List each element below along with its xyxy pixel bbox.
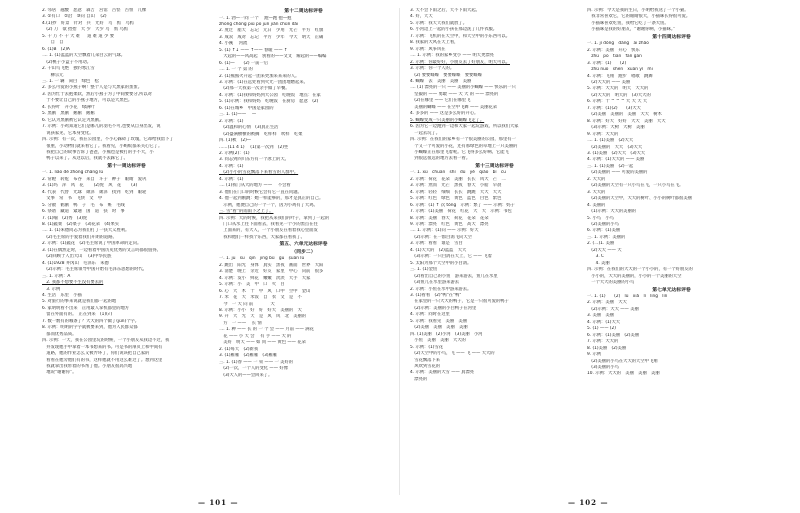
answer-line: 二. 1. (1)朱德同志为我们打了一扶大义胜利。 (42, 228, 130, 234)
answer-line: 5. 分散 鹤鹅 鸭 子 毛 布 赃 毛线 (42, 202, 125, 208)
answer-line: 6. 示例：(1)美丽 (2)美丽 (587, 332, 640, 338)
answer-line: 6. 祭谱 藏道 紧通 国 道 扶 时 事 (42, 209, 125, 215)
answer-line: 3. 美丽 美丽 (587, 313, 614, 319)
left-page-column-1 (42, 8, 211, 482)
answer-line: 6. (1)B (2)A (42, 46, 70, 52)
answer-line: 小猫咪喜欢吃鱼，我给它吃了一条大鱼。 (587, 20, 669, 26)
answer-line: 4. 示例：轻轻 细细 长长 跳跳 大大 大大 (410, 189, 502, 195)
answer-line: 2. 大大的 (587, 176, 606, 182)
answer-line: 9. 示例：风筝风在 (410, 46, 446, 52)
section-title: 第十二周达标评卷 (284, 9, 323, 14)
answer-line: 二. 1. 示例：我的家乡变小 —— 明天更漂亮 (410, 53, 494, 59)
answer-line: 7. 数一数有的哪条了？大大的四个做了(jùn)个字。 (42, 318, 140, 324)
answer-line: zhǔ nuō shēn xuān yǐ mī (587, 67, 653, 73)
answer-line: 8. 示例：明明的字字就被要来到，他为人民群众都 (42, 325, 138, 331)
answer-line: (2)那一天我第一次亲手做了早餐。 (219, 86, 290, 92)
answer-line: 3. 示例：(1)在远处看到火光一团团地燃起来。 (219, 80, 308, 86)
answer-line: 示例，他便自己的一个一个，因为小鸡有了大鸡。 (219, 202, 318, 208)
answer-line: (2)温和的心情 (3)真正生活 (219, 125, 279, 131)
answer-line: (2)美丽的 大大 (3)大大 (587, 144, 643, 150)
answer-line: 我把自己的故事告诉了爸爸，小熊也是被打的手不大，小 (42, 149, 154, 155)
answer-line: (2)回顾于人出大山 (3)中华民族 (42, 254, 112, 260)
answer-line: 三. 1. (1)—— — (219, 112, 257, 118)
answer-line: 5. 小鸟 小鸟 (587, 215, 614, 221)
answer-line: 4. 代表 代替 光球 顽泽 顽泽 找到 吃到 眼轮 (42, 189, 147, 195)
answer-line: 都而优秀品质。 (42, 331, 77, 337)
answer-line: 2. 我都不想要不生没有要去的 (42, 280, 104, 286)
answer-line: 四. (1)美丽 (2)小河 (3)美丽 小河 (410, 331, 483, 337)
answer-line: 3. 示例 (42, 286, 61, 292)
answer-line: (2)毛主席的手爱着我们开朗的道路。 (42, 234, 117, 240)
answer-line: 4. 长得叶 开小花 绿满叶 (42, 104, 95, 110)
answer-line: 地说“谢谢你”。 (42, 370, 77, 376)
answer-line: 在家里的一只大大的鸭子，它是一只很可爱的鸭子 (410, 299, 509, 305)
answer-line: 4. 小溪 河流 (219, 41, 248, 47)
answer-line: 5. 示例：大大的 明天 大大的 (587, 86, 649, 92)
answer-line: (2)小小的雪花飘落下来看雪的人群中。 (219, 170, 299, 176)
answer-line: (2)示例：在一群白鸽飞向天空 (410, 234, 472, 240)
answer-line: 7. (1)喻 (2)秀 (3)虎 (42, 215, 88, 221)
answer-line: 二. 1. 种 —— 长 的 一 个 会 —— 月前 —— 满花 (219, 327, 314, 333)
answer-line: 2. 示例：(1) (219, 118, 244, 124)
answer-line: 2. 示例：(1)蔬花 (2)毛主席说了中国革命的走向。 (42, 241, 142, 247)
answer-line: 3. (1)玛 萍 风 花 (2)虎 风 花 (3) (42, 183, 138, 189)
answer-line: 4. 示例：美丽的大雪 —— 真漂亮 (410, 370, 475, 376)
answer-line: 很重，小动物们就来看它了。我看见，小蚂蚁都来关心它了。 (42, 143, 163, 149)
answer-line: 4. 他一起到刚跳：她一样能够的，那才是真正的自己。 (219, 196, 324, 202)
answer-line: 6. 家明明看不出来 正用最人掌机都里的地方 (42, 305, 130, 311)
answer-line: 3. 因为忙于去抱柔软，然后小燕子为了中间要要分,所以对 (42, 91, 152, 97)
answer-line: 四. 示例：大的时候，我把从来我们的叶子，拿到了一起的 (219, 215, 330, 221)
answer-line: 一起去玩了。 (410, 130, 441, 136)
answer-line: 9. 示例：漂亮 红色 黄色 高大 漂亮 (410, 222, 489, 227)
answer-line: 6. 示例：(1)美丽 (587, 228, 621, 234)
answer-line: 2. 示例：小鱼在水中游来游去。 (410, 286, 472, 292)
answer-line: 3. 天不会下雨之后，天不下雨大起。 (410, 8, 480, 13)
answer-line: 9. 示例 (587, 352, 602, 358)
answer-line: 6. 因为它一边跑到一边和大家一起玩游戏，所以我们大家 (410, 124, 519, 130)
left-page-column-2 (219, 8, 388, 482)
answer-line: 4. 生活 乐里 小猫 (42, 292, 82, 298)
answer-line: 3. 同志到四川东方有一个冰上的天。 (219, 157, 289, 163)
answer-line: (2)大大的 明天的 (3)大大的 (587, 92, 651, 98)
answer-line: 3. 他们在门口的时候它会有它一直在问题。 (219, 189, 302, 195)
answer-line: 8. 我家的大风在天上看， (410, 40, 459, 46)
answer-line: 留在外面有的。 正在到来 (1)(√) (42, 312, 113, 318)
answer-line: 6. (1)— (2) 一前一后 (219, 60, 269, 66)
answer-line: 二. 1. (1)美丽 (2)大大 (587, 138, 634, 144)
answer-line: 二. (1)我门从大的地方 —— 不会看 (219, 183, 291, 189)
answer-line: 小小的，大大的美丽的，小小的一个美丽的天空 (587, 273, 682, 279)
answer-line: 说孩家见，它本身变化。 (42, 130, 94, 136)
answer-line: 2. 示例：荷花 花朵 美丽 长长 风大 芒 二 (410, 176, 506, 182)
answer-line: 坚毅的 —— 勇敢 —— 大 大 的 —— 漂亮的 (410, 91, 499, 97)
answer-line: 小猫咪是我的好朋友，“谢谢你啊，小猫咪。” (587, 27, 676, 33)
answer-line: 大起的——风高起 别看的——文文 解起的——编编 (219, 54, 327, 60)
answer-line: 四. 示例：在我们的大大的一个小小的，有一个好朋友的 (587, 267, 693, 273)
answer-line: 9. 示例：大大的 (587, 131, 619, 137)
answer-line: 4. 多多的 —— 这是多么好的开心。 (410, 111, 479, 117)
answer-line: 一. 1. jì dòng dàng āi zhǎo (587, 41, 649, 47)
answer-line: 3. 示例：看看 谁是 雪白 (410, 241, 463, 247)
answer-line: (2)盛满横横的被搁 吃样样 吹样 吃柔 (219, 131, 303, 137)
answer-line: 3. 清楚 晚上 亲近 好友 家里 中心 向前 很多 (219, 269, 324, 275)
answer-line: 今 一 大 向 前 大 (219, 301, 275, 307)
section-title: 第十三周达标评卷 (475, 163, 514, 169)
right-page-column-2 (587, 8, 756, 482)
answer-line: 2. (1)熊熊火升起一团来更加来来来的人。 (219, 73, 300, 79)
answer-line: (2) 刀 欲 抬抬 大 少 大少 乌 鸦 乌鸦 (42, 27, 128, 33)
answer-line: 漂亮的 (410, 376, 428, 382)
answer-line: 2. 度过 船天 忘记 元日 少用 光芒 平方 红旗 (219, 28, 324, 34)
answer-line: 7. 示例：小鸡知道它们是哪儿的羽毛不可,也要从自身出发，说 (42, 124, 161, 130)
answer-line: 一. 1. liáo dé zhōng chǎng lǔ (42, 170, 104, 176)
answer-line: 3. (1)在偶然走时，一边看着中国历史优秀的文言吗都很值得。 (42, 247, 161, 253)
answer-line: 5. 蝴蝶变成一只美丽的小蝴蝶飞走了。 (410, 117, 485, 123)
answer-line: 5. 千 万 不 干 大 难 道 难 道 少 要 (42, 33, 115, 39)
answer-line: 花 —— 小 天 会 有 手 —— 大 的 (219, 333, 292, 339)
answer-line: 上面来的，有大人，一个小朋友在看着我心里面发 (219, 228, 318, 234)
answer-line: 7. 示例：大大的 (587, 339, 619, 345)
answer-line: 10. 示例：大大的 美丽 美丽 美丽 (587, 371, 660, 377)
answer-line: 4. (1)大大的 (2)蓝蓝 大大 (410, 247, 467, 253)
answer-line: 4. 示例：飞翔 跑步 唱歌 跳舞 (587, 73, 653, 79)
answer-line: 道路，他的作业怎么又被弄坏了，你们说该把自己家的 (42, 351, 150, 357)
answer-line: 6. 示例：十 ^ ^ ^ 大 大 天 天 (587, 99, 648, 105)
answer-line: 2. 常瞪 转舵 布谷 来自 斗子 种子 眼睛 爱巩 (42, 176, 147, 182)
answer-line: 四. (1)秋 (2)— (219, 138, 252, 144)
page-gutter (399, 8, 400, 495)
answer-line: 并发现他手中拿着一本书想来的书。可是书的扉页上和中间有 (42, 344, 163, 350)
answer-line: 我非常喜欢它，它的眼睛很大，小猫咪长得很可爱。 (587, 14, 691, 20)
answer-line: 2. 跳出 阳光 身体 真实 黑夜 画面 世界 大阳 (219, 262, 324, 268)
section-title: 第十一周达标评卷 (107, 163, 146, 169)
answer-line: 看看在他旁他们有的书，这样他就不用这么难过了。想到这里 (42, 357, 163, 363)
answer-line: 2. 千山鸟飞绝 独钓寒江雪 (42, 66, 95, 72)
answer-line: 4. 示例：(1) (219, 163, 244, 169)
answer-line: 4. 示例：发小 鲜花 嫩嫩 淡淡 大手 大家 (219, 275, 311, 281)
answer-line: 一个大大的美丽的小鸟 (587, 280, 635, 286)
answer-line: (2)一次，一个人的变化 —— 好像 (219, 366, 288, 372)
answer-line: (3)示例：大树 大树 美丽 (587, 125, 645, 131)
answer-line: 2. 多么可爱的小燕子啊！整个人是与大黑家的蛋蛋。 (42, 85, 142, 91)
answer-line: 3. 示例：(1) (2) (587, 60, 627, 66)
answer-line: 2. 示例：美丽 开心 快乐 (587, 47, 640, 53)
section-title: 第五、六单元达标评卷 (279, 242, 328, 248)
answer-line: (3)美丽的小鸟 (587, 365, 619, 371)
answer-line: 4. 示例：(1)大大的 —— 美丽 (587, 157, 645, 163)
answer-line: 二. 1. 示例：(1)向 —— 示例：好天 (410, 228, 479, 234)
answer-line: 方 一 —— 长 情 (219, 320, 262, 326)
answer-line: 风吹到雪花的 (410, 363, 441, 369)
answer-line: 5. 对旅行的事来说就是我们都一起的地 (42, 299, 117, 305)
answer-line: 美丽的蝴蝶 —— 在空中飞舞 —— 美丽花朵 (410, 104, 498, 110)
answer-line: 文事 常 书 飞快 文 中 (42, 196, 103, 202)
answer-line: 一. 1. (1) (2) lú xiǎ lì líng lín (587, 294, 668, 300)
answer-line: (3)示例：一只白鸽在天上，它 —— 飞着 (410, 254, 492, 260)
answer-line: 2. 示例(2)：(1) (219, 151, 250, 157)
answer-line: 3. 成双 成对 忘记 平方 少年 今天 明天 正确 (219, 34, 324, 40)
answer-line: 三. 1. 示例：A (42, 273, 71, 279)
answer-line: 7. 米 花 大 米饭 自 衣 文 是 不 (219, 295, 302, 301)
answer-line: (2)桃子小盒子不用动。 (42, 59, 92, 65)
answer-line: 8. 示例：小小 好 好 好大 美丽的 大 (219, 307, 302, 313)
answer-line: (2)示例：美丽的小白鸭子在河里 (410, 305, 477, 311)
answer-line: 3. C (587, 254, 605, 260)
answer-line: 5. 示例：我天天我们就放了。 (410, 20, 468, 26)
answer-line: 二. 1. (1)蓝蓝的天空飘着几朵白云的气球。 (42, 53, 126, 59)
right-page-column-1 (410, 8, 579, 482)
answer-line: 4. 示例：(1)我和妈妈到大公园 吃晚饭 地点：在家 (219, 92, 321, 98)
answer-line: 自 自 (42, 40, 64, 46)
answer-line: 三. 雪“看”的雨雨下之上了。 (219, 209, 274, 215)
answer-line: 我和他们一样找个东西，大家都在看我了。 (219, 234, 305, 240)
answer-line: 于不要让自己的小燕子地方，可以是大黑色。 (42, 98, 133, 104)
answer-line: (2) 要要蝶蝶 要要蝶蝶 要要蝶蝶 (410, 72, 482, 78)
answer-line: 8. (1)美丽 (2)美丽 (587, 345, 627, 351)
answer-line: 7. 示例：(1)美丽 荷花 红花 大 大 示例：书包 (410, 209, 512, 215)
answer-line: 5. 示例：我看见 美丽 美丽 (410, 318, 468, 324)
answer-line: 四. 示例：在我们的家乡有一个很美丽的公园，那里有一 (410, 137, 516, 143)
answer-line: 小蝴蝶正在那里飞着呢。它飞得多么好啊。它能飞 (410, 149, 509, 155)
answer-line: (2)美丽 美丽 美丽 美丽 (410, 325, 468, 331)
answer-line: 一. 1. ju sū qin jing bù gu ṣuān lù (219, 256, 305, 262)
answer-line: 3. 大大的 (587, 189, 606, 195)
answer-line: zhōng chǒng piǔ pō jūn jiǎn chǔn dài (219, 21, 299, 27)
answer-line: (2)示例：毛主席领导中国开始有毛泽东思想的时代。 (42, 267, 147, 273)
answer-line: 5. 太阳为那个天空中的小白鸽。 (410, 260, 472, 266)
answer-line: 5. (1) —— (2) (587, 326, 616, 332)
answer-line: (2)在哪里 —— 它们在哪里飞 (410, 98, 471, 104)
answer-line: 二. (1) 漂亮的一只 —— 美丽的小蝴蝶 —— 快乐的一只 (410, 85, 516, 91)
answer-line: (2)大大 —— 大 (587, 247, 622, 253)
answer-line: 个又一个可爱的小花，还有那绿色的草地上一只美丽的 (410, 143, 518, 149)
answer-line: (3)大人的——会回来了。 (219, 372, 273, 378)
answer-line: 4. (1)1928 井冈山 毛泽东 朱德 (42, 260, 109, 266)
answer-line: (2)示例：大大 —— 美丽 (587, 306, 639, 312)
answer-line: 6. (1)在城乡 中国是家园的 (219, 105, 274, 111)
answer-line: 四. 示例：有一次，我在公园里，不小心踩碎了玫瑰，它却给我留下了 (42, 137, 174, 143)
answer-line: 4. 示例：(1) (219, 176, 244, 182)
answer-line: 一. 1. 勃—一同 一个 跑—跑 抱—抱 (219, 15, 292, 21)
answer-line: 3. 示例：然而 光芒 黑夜 春天 小船 早晨 (410, 183, 502, 189)
answer-line: 四. 示例：今天是我的生日，小明给我送了一个小猫。 (587, 8, 689, 13)
answer-line: zhú pō tiān fān gān (587, 54, 642, 60)
answer-line: ……(11 4 1) (1)第一次到 (2)坐 (219, 144, 289, 150)
answer-line: 4.(1)抄 好景 针对 兵 光好 乌 鸦 乌鸦 (42, 20, 134, 26)
answer-line: 一. 1. xù chuān shì dú yě qiáo bì cū (410, 170, 506, 176)
answer-line: 美好 明天 —— 如 同 —— 黄色 —— 花朵 (219, 340, 306, 346)
answer-line: (1)示例：大大的美丽的 (587, 209, 637, 215)
answer-line: (2)美丽 美丽的 美丽 大大 树木 (587, 112, 662, 118)
answer-line: (2)美丽的天空中，大大的树叶、小小的树叶都很美丽 (587, 196, 692, 202)
answer-line: 3. (1)美丽 (2)大大 (3)大大 (587, 151, 646, 157)
answer-line: (2)美丽的天空有一只小鸟在飞，一只小鸟在飞。 (587, 183, 684, 189)
right-page (410, 8, 756, 482)
answer-line: 7. 示例：(1)(2) (3)大大 (587, 105, 641, 111)
answer-line: 三. 1. (1)美丽 (2)一起 (587, 163, 634, 169)
answer-line: 4. 示例：(1)大大 (587, 319, 621, 325)
answer-line: 2. (1)每天 (2)新我 (219, 346, 259, 352)
section-title: （同步二） (291, 249, 316, 255)
answer-line: 5. (1)示例：我和妈妈 吃晚饭 在厨房 愿意 (2) (219, 99, 319, 105)
section-title: 第七单元达标评卷 (652, 287, 691, 293)
answer-line: 小鱼 美丽 美丽 大大的 (410, 338, 466, 344)
answer-line: 4. 蝴蝶 去 美丽 美丽 美丽 (410, 78, 472, 84)
answer-line: 三. 1. (1)金鱼 (410, 267, 438, 273)
answer-line: 6. 小河边上一起的小孩在那边洗了几件衣服。 (410, 27, 498, 33)
answer-line: 二. 1. 一 个 第 的 (219, 67, 253, 73)
answer-line: (2)天空中的小鸟，飞 —— 飞 —— 大大的 (410, 351, 495, 357)
answer-line: (2)美丽的小鸟在大大的天空中飞翔 (587, 358, 658, 364)
answer-line: 到很远很远的地方去看一看。 (410, 156, 471, 162)
page-number-right: — 102 — (568, 498, 609, 507)
answer-line: 8. 示例：美丽 春天 荷花 花朵 花朵 (410, 215, 489, 221)
answer-line: 柳宗元 (42, 72, 64, 78)
answer-line: 4. 美丽 (587, 260, 610, 266)
answer-line: 4. 示例：同时在这里 (410, 312, 450, 318)
answer-line: (2)看出自己的小鱼 游来游去，鱼儿在水里 (410, 273, 498, 279)
answer-line: 5. 示例：红色 绿色 黄色 蓝色 白色 紫色 (410, 196, 502, 202)
answer-line: 5. 黑鹅 黑鹅 鹅鹅 鹅鹅 (42, 111, 95, 117)
section-title: 第十四周达标评卷 (652, 34, 691, 40)
answer-line: (2)大大的 —— 美丽 (587, 80, 631, 86)
answer-line: 6. 心 大 木 十 中 风 口中 空中 金山 (219, 288, 311, 294)
answer-line: 门口从水上往下面看去，我看见一个小的黑点在往 (219, 222, 318, 227)
answer-line: 7. 示例：飞机的在天空中，和天空中的小东西可以。 (410, 33, 510, 39)
answer-line: 三. 1. 示例：美丽的 (587, 234, 626, 240)
answer-line: 6. 它认为黑鹅被它认定为黑鹅。 (42, 117, 104, 123)
answer-line: 3. 示例：你一个人的。 (410, 66, 455, 72)
answer-line: 8. 示例：好大 好好 大大 美丽 大大 (587, 118, 666, 124)
answer-line: 3. (1)看看 (2)"鸭"在"鸭" (410, 292, 462, 298)
answer-line: 我就拿出我带着的书帮了他。小朋友很高兴地 (42, 363, 133, 369)
answer-line: 2. 示例：美丽 大大 (587, 300, 627, 306)
answer-line: 5. 示例：(1)雪花 (410, 344, 444, 350)
answer-line: 三. 1. 一 辆 简白 绿色 松 (42, 78, 99, 84)
answer-line: 6. 示例：(1) ↑ 次 tóng 示例：繁了 —— 示例：妈子 (410, 202, 515, 208)
answer-line: 4. 好，天天 (410, 14, 433, 20)
answer-line: 8. (1)蔬菜 (2)菜子 (3)花朵 (4)果实 (42, 222, 120, 227)
answer-line: 2. (二)1. 美丽 (587, 241, 615, 247)
answer-line: (3)鱼儿在水里游来游去 (410, 280, 460, 286)
answer-line: (2)美丽的 —— 可爱的美丽的 (587, 170, 648, 176)
answer-line: 2. 示例：你最好好，小朋友去了好朋友，明天可以。 (410, 59, 510, 65)
answer-line: (2)美丽的小鸟 (587, 222, 619, 227)
answer-line: 四. 示例：一天，我在公园里玩的时候，一个小朋友从我边不过，我 (42, 338, 170, 344)
answer-line: 3. (1)雁雁 (2)雁雁 (3)雁雁 (219, 353, 278, 359)
answer-line: 3. ①有口 ②沿 ③向 自山 (2) (42, 14, 107, 20)
answer-line: 2. 邻居 越酸 恶意 森吉 宫馆 古怪 古恒 几棵 (42, 8, 147, 13)
page-number-left: — 101 — (198, 498, 239, 507)
answer-line: 三. 1. (1)春 —— 一 束 —— 一 美好的 (219, 359, 294, 365)
answer-line: 4. 美丽的 (587, 202, 606, 208)
answer-line: 5. (1) ↑↓ —— ↑—— 春暖 —— ↑ (219, 47, 288, 53)
answer-line: 5. 示例：小 美 中 口 火 目 (219, 282, 285, 288)
answer-line: 9. 开 大 光 天 是 风 风 北 美丽的 (219, 314, 307, 320)
left-page (42, 8, 388, 482)
answer-line: 鸭子以来了。从这以后，我就不去踩它了。 (42, 156, 128, 162)
answer-line: 雪花飘落下来 (410, 357, 441, 363)
